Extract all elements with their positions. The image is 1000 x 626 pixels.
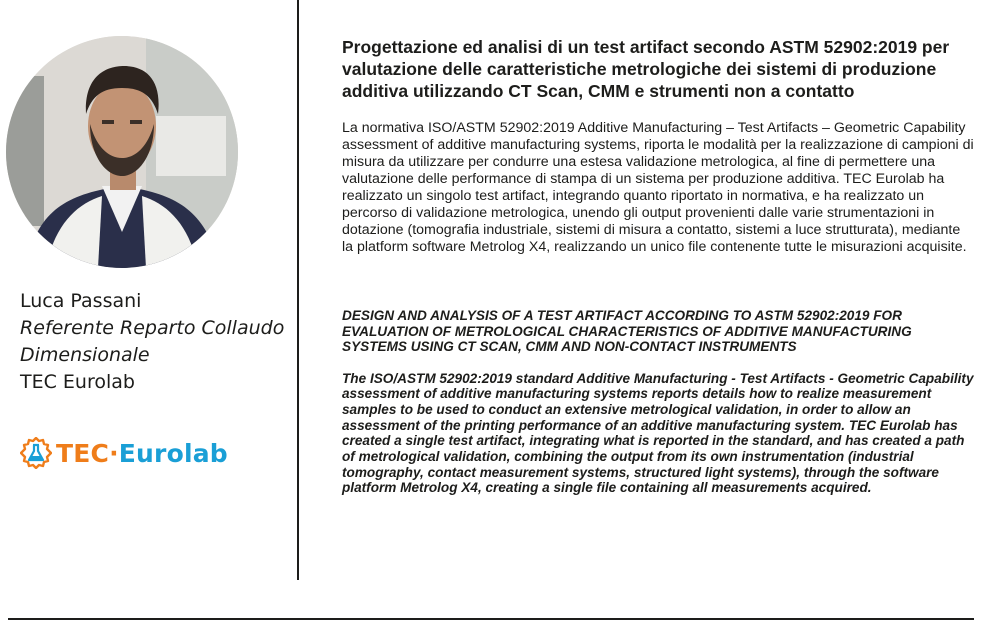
italian-abstract: La normativa ISO/ASTM 52902:2019 Additive Manufacturing – Test Artifacts – Geometric Capability assessment of additive manufacturing systems, riporta le modalità per la realizzazione di campioni di misura da utilizzare per condurre una estesa validazione metrologica, al fine di permettere una valutazione delle performance di stampa di un sistema per produzione additiva. TEC Eurolab ha realizzato un singolo test artifact, integrando quanto riportato in normativa, e ha realizzato un percorso di validazione metrologica, unendo gli output provenienti dalle varie strumentazioni in dotazione (tomografia industriale, sistemi di misura a contatto, sistemi a luce strutturata), mediante la platform software Metrolog X4, realizzando un unico file contenente tutte le misurazioni acquisite.	[342, 120, 974, 255]
english-title: DESIGN AND ANALYSIS OF A TEST ARTIFACT ACCORDING TO ASTM 52902:2019 FOR EVALUATION OF METROLOGICAL CHARACTERISTICS OF ADDITIVE MANUFACTURING SYSTEMS USING CT SCAN, CMM AND NON-CONTACT INSTRUMENTS	[342, 308, 912, 354]
person-company: TEC Eurolab	[20, 371, 135, 393]
portrait-illustration	[6, 36, 238, 268]
logo-separator: ·	[109, 438, 119, 468]
horizontal-divider	[8, 618, 974, 620]
vertical-divider	[297, 0, 299, 580]
person-role-line2: Dimensionale	[20, 344, 150, 366]
logo-text-tec: TEC	[56, 438, 110, 468]
portrait-photo	[6, 36, 238, 268]
gear-flask-icon	[20, 437, 52, 469]
abstract-column	[342, 36, 974, 496]
english-abstract: The ISO/ASTM 52902:2019 standard Additive Manufacturing - Test Artifacts - Geometric Capability assessment of additive manufacturing systems reports details how to realize measurement samples to be used to conduct an extensive metrological validation, in order to allow an assessment of the printing performance of an additive manufacturing system. TEC Eurolab has created a single test artifact, integrating what is reported in the standard, and has created a path of metrological validation, combining the output from its own instrumentation (industrial tomography, contact measurement systems, structured light systems), through the software platform Metrolog X4, creating a single file containing all measurements acquired.	[342, 370, 974, 496]
logo-wordmark	[56, 439, 228, 468]
person-name: Luca Passani	[20, 290, 142, 312]
italian-title: Progettazione ed analisi di un test artifact secondo ASTM 52902:2019 per valutazione delle caratteristiche metrologiche dei sistemi di produzione additiva utilizzando CT Scan, CMM e strumenti non a contatto	[342, 37, 950, 101]
logo-text-eurolab: Eurolab	[118, 438, 228, 468]
person-info	[20, 288, 292, 396]
company-logo	[20, 436, 228, 470]
person-role-line1: Referente Reparto Collaudo	[20, 317, 285, 339]
profile-column	[0, 0, 298, 580]
